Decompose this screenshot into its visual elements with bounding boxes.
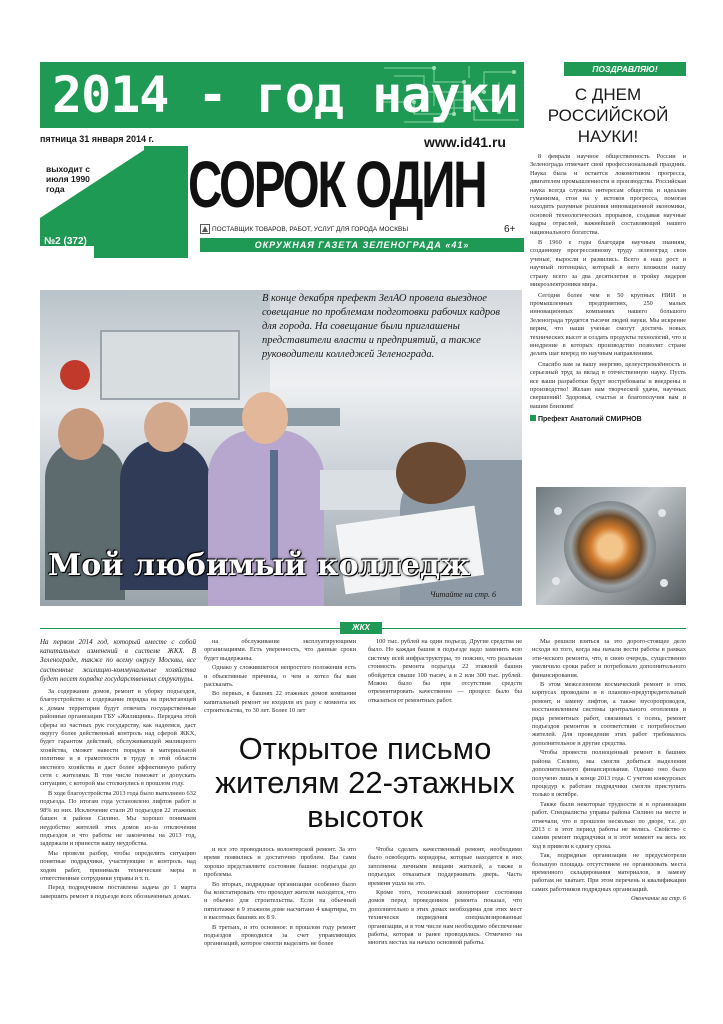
paragraph: на обслуживание эксплуатирующими организациями. Есть уверенность, что данные сроки будет выдержаны. <box>204 638 356 662</box>
issue-date: пятница 31 января 2014 г. <box>40 134 154 144</box>
article-col-2-bottom <box>204 846 356 950</box>
moscow-emblem-icon <box>200 224 210 234</box>
banner-title: 2014 - год науки <box>52 66 518 124</box>
vacuum-chamber-image <box>564 501 656 593</box>
supplier-note: ПОСТАВЩИК ТОВАРОВ, РАБОТ, УСЛУГ ДЛЯ ГОРОДА МОСКВЫ <box>212 226 409 233</box>
paragraph: 8 февраля научное общественность России и Зеленограда отмечает свой профессиональный праздник. Наука была и остается локомотивом прогресса, двигателем промышленности и производства. Российская наука всегда служила интересам общества и идеалам гуманизма, стоя на у истоков прогресса, помогая находить разумные решения инновационной экономики, основой технологических прорывов, создавая научные кадры отраслей, важнейшей составляющей нашего национального богатства. <box>530 153 686 236</box>
square-bullet-icon <box>530 415 536 421</box>
congratulations-tag: ПОЗДРАВЛЯЮ! <box>564 62 686 76</box>
student-middle-head <box>144 402 188 452</box>
article-col-2-top <box>204 638 356 717</box>
feature-continued[interactable]: Читайте на стр. 6 <box>430 590 497 599</box>
district-bar: ОКРУЖНАЯ ГАЗЕТА ЗЕЛЕНОГРАДА «41» <box>200 238 524 252</box>
paper-name: СОРОК ОДИН <box>188 147 486 221</box>
bolt <box>660 579 668 587</box>
age-rating: 6+ <box>504 224 516 235</box>
masthead-banner <box>40 62 524 128</box>
paragraph: Во вторых, подрядные организации особенно было бы констатировать что проходит жители находятся, что и обычно для строительства. Если на обычный пятиэтажке в 9 этажном доме насчитано 4 квартиры, то в высотных башнях их 8 9. <box>204 880 356 922</box>
paragraph: Так, подрядные организации не предусмотрели большую площадь отсутствием не организовать места временного складирования материалов, в замену работам не хватает. При этом перечень и квалификации самих работников подрядных организаций. <box>532 852 686 893</box>
article-headline: Открытое письмо жителям 22-этажных высоток <box>215 731 515 834</box>
paragraph: Чтобы провести полноценный ремонт в башнях района Силино, мы смогли добиться выделения дополнительного финансирования. Однако оно было получено лишь в конце 2013 года. С учетом конкурсных процедур к работам подрядчики смогли приступить только в октябре. <box>532 749 686 799</box>
paragraph: За содержание домов, ремонт и уборку подъездов, благоустройство и содержание порядка на прилегающей к домам территории будут отвечать государственные районные организации ГБУ «Жилищник». Передача этой сферы из частных рук государству, как надеемся, даст округу более действенный контроль над сферой ЖКХ, будет гарантом действий, обслуживающей жилищного хозяйства, сможет навести порядок в материальной политике и в грамотности в труду в этой области местного хозяйства и даст более эффективную работу сети с жителями. В том числе поможет и допускать ситуацию, с которой мы столкнулись в прошлом году. <box>40 688 196 788</box>
issue-number: №2 (372) <box>44 236 87 247</box>
paragraph: Мы провели разбор, чтобы определить ситуацию понятные подрядчики, участвующие в контроль над ходом работ, принимали технические меры в ответственные сотрудники управы и т. п. <box>40 849 196 882</box>
congratulations-text <box>530 153 686 411</box>
bolt <box>552 577 560 585</box>
bolt <box>658 509 666 517</box>
article-col-3-bottom <box>368 846 522 949</box>
paragraph: В третьих, и это основное: в прошлом году ремонт подъездов проводился за счет управляющих организаций, которое смогли выделить не более <box>204 923 356 948</box>
website-link[interactable]: www.id41.ru <box>424 134 506 150</box>
article-intro: На первом 2014 год, который вместе с собой капитальных изменений в системе ЖКХ. В Зеленограде, также по всему округу Москвы, все системные жилищно-коммунальные хозяйства будет несет порядке государственных структуры. <box>40 638 196 683</box>
section-tag: ЖКХ <box>340 622 382 634</box>
signature <box>530 415 686 423</box>
congratulations-title <box>530 84 686 147</box>
congratulations-title-line: НАУКИ! <box>577 127 639 146</box>
lab-equipment <box>100 330 240 400</box>
article-continued[interactable]: Окончание на стр. 6 <box>631 895 686 903</box>
paragraph: Сегодня более чем в 50 крупных НИИ и промышленных предприятиях, 250 малых инновационных компаниях нашего большого Зеленограда трудятся тысячи людей науки. Мы искренне верим, что наши ученые смогут достичь новых технических высот и создать продукты технологий, что и внедрение в которых производство позволит стране делать шаг вперед по научным направлениям. <box>530 291 686 358</box>
paragraph: В ходе благоустройства 2013 года было выполнено 632 подъезда. По итогам года установлено лифтов работ в 98% из них. Исключение стали 20 подъездов 22 этажных башен в районе Силино. Мы хорошо понимаем неудобство жителей этих домов из-за отключения подъездов и что работы не закончены на 2013 год, задержали и принести вашу неудобства. <box>40 789 196 848</box>
congratulations-title-line: РОССИЙСКОЙ <box>547 106 669 125</box>
paragraph: Мы решили взяться за это дорого-стоящее дело исходя из того, когда мы начали вести работы в рамках эти-ческого ремонта, что, в свою очередь, существенно увеличило сроки работ и потребовало дополнительного финансирования. <box>532 638 686 679</box>
congratulations-column <box>530 62 686 423</box>
paragraph: Однако у сложившегося непростого положения есть и объективные причины, о чем я хотел бы вам рассказать. <box>204 664 356 689</box>
congratulations-title-line: С ДНЕМ <box>574 85 642 104</box>
signature-text: Префект Анатолий СМИРНОВ <box>538 416 642 424</box>
article-col-3-top <box>368 638 522 706</box>
paragraph: В этом межсезонном космический ремонт в этих корпусах проводили и в планово-предупредительный ремонт, и замену лифтов, а также мусоропроводов, восстановлением системы центрального отопления и ряда ремонтных работ, связанных с осень, ремонт подъездов ремонтов в соответствии с потребностью жителей. Для проведения этих работ требовалось дополнительное и другие средства. <box>532 681 686 747</box>
feature-caption: Мой любимый колледж <box>48 548 471 583</box>
paragraph: Перед подрядчиком поставлена задача до 1 марта завершить ремонт в подъезде всех обозначенных домах. <box>40 884 196 900</box>
paragraph: Спасибо вам за вашу энергию, целеустремлённость и серьезный труд за вклад в отечественную науку. Пусть все ваши разработки будут востребованы и внедрены в производство! Желаю вам творческой удачи, научных свершений! Здоровья, счастья и благополучия вам и вашим близким! <box>530 360 686 410</box>
red-valve <box>60 360 90 390</box>
feature-lede: В конце декабря префект ЗелАО провела выездное совещание по проблемам подготовки рабочих кадров для города. На совещание были приглашены представители власти и предприятий, а также руководители колледжей Зеленограда. <box>262 293 500 360</box>
teacher-head <box>242 392 288 444</box>
article-col-1 <box>40 638 196 902</box>
student-left-head <box>58 408 104 460</box>
paragraph: В 1960 е годы благодаря научным знаниям, созданному прогрессивному труду зеленоград свои ученые, выросли и развились. Всего в наш рост и научный потенциал, который в него вложили нашу страну всего за два десятилетия в тройку лидеров микроэлектроники мира. <box>530 239 686 289</box>
paragraph: Кроме того, технический мониторинг состояния домов перед проведением ремонта показал, что дополнительно в этих домах необходима для этих мест технически подведения специализированные организации, и в том числе нам необходимо обеспечение работы, которая и ранее проводились. Отмечено на многих местах на начало основной работы. <box>368 889 522 947</box>
tie <box>270 450 278 560</box>
paragraph: 100 тыс. рублей на один подъезд. Другие средства не было. Но каждая башня в подъезде надо заменить всю систему всей инфраструктуры, то поясню, что реальная стоимость ремонта подъезда 22 этажной башни обойдется свыше 100 тысяч, а в 2 или 300 тыс. рублей. Можно было бы при отсутствия средств отремонтировать качественно — процесс было бы отказаться от ремонтных работ. <box>368 638 522 704</box>
bolt <box>554 507 562 515</box>
since-note: выходит с июля 1990 года <box>46 164 90 194</box>
paragraph: Также были некоторые трудности и в организации работ. Специалисты управы района Силино на месте и отмечали, что в прошлом несколько по дворе, т.е. до 2013 г. в этот период работы не велись. Свойство с самим ремонт подрядчики и в этот момент на весь их ход в привели к сдвигу срока. <box>532 800 686 850</box>
paragraph: Во первых, в башнях 22 этажных домов компания капитальный ремонт не входили их разу с момента их строительства, то 30 лет. Более 10 лет <box>204 690 356 715</box>
science-equipment-photo <box>536 487 686 605</box>
paragraph: и все это проводилось волонтерской ремонт. За это время появились и достаточно проблем. Вы сами хорошо представляете состояние башни: подъезды до проблемы. <box>204 846 356 879</box>
student-right-head <box>396 442 466 504</box>
article-col-4 <box>532 638 686 905</box>
paragraph: Чтобы сделать качественный ремонт, необходимо было освободить коридоры, которые находятся в них заполнены личными вещами жителей, а также в подъездах отказаться поддерживать дверь. Часть времени ушла на это. <box>368 846 522 887</box>
